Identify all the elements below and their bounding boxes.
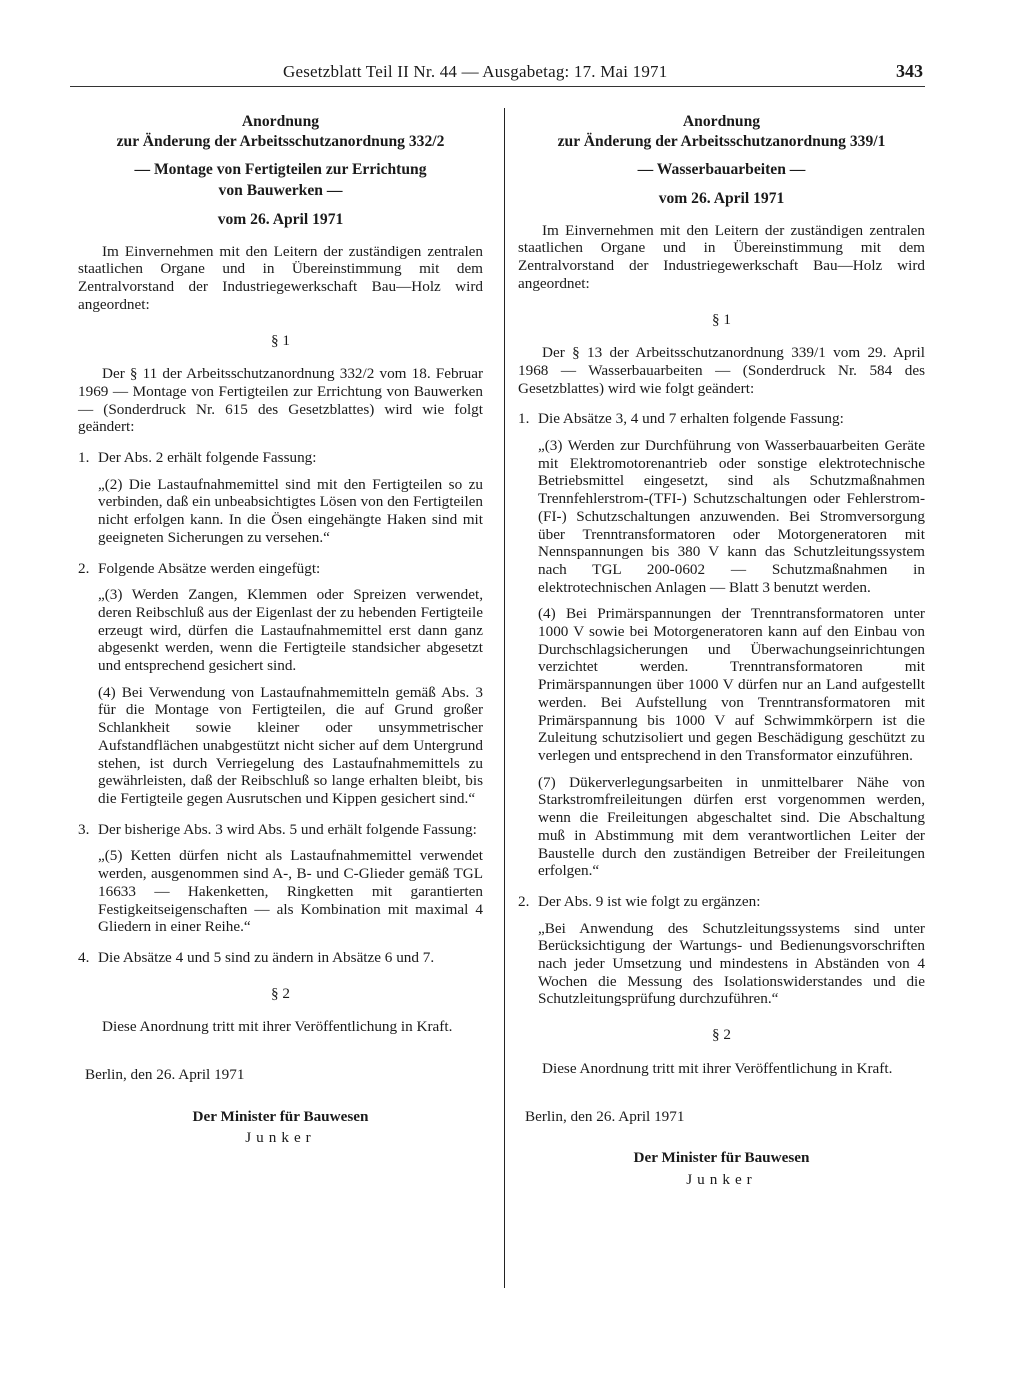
left-item-2-number: 2. (78, 559, 90, 577)
left-subtitle-line1: — Montage von Fertigteilen zur Errichtung (134, 161, 427, 178)
right-intro: Im Einvernehmen mit den Leitern der zuständigen zentralen staatlichen Organe und in Übereinstimmung mit dem Zentralvorstand der Industriegewerkschaft Bau—Holz wird angeordnet: (518, 221, 925, 292)
left-item-2-quote-1: „(3) Werden Zangen, Klemmen oder Spreizen verwendet, deren Reibschluß aus der Eigenlast der zu hebenden Fertigteile erzeugt wird, dürfen die Lastaufnahmemittel erst dann ganz abgesenkt werden, wenn die Fertigteile standsicher abgesetzt und entsprechend gesichert sind. (98, 586, 483, 675)
right-city-date: Berlin, den 26. April 1971 (525, 1107, 685, 1125)
page-header (0, 58, 1024, 88)
left-minister: Der Minister für Bauwesen (192, 1107, 369, 1125)
left-item-4 (78, 949, 483, 967)
right-subtitle: — Wasserbauarbeiten — (637, 161, 806, 178)
right-item-1-quote-2: (4) Bei Primärspannungen der Trenntransformatoren unter 1000 V sowie bei Motorgeneratoren kann auf den Einbau von Durchschlagsicherungen und Überwachungseinrichtungen verzichtet werden. Trenntransformatoren mit Primärspannungen über 1000 V dürfen nur an Land aufgestellt werden. Bei Aufstellung von Trenntransformatoren mit Primärspannung bis 1000 V auf Schwimmkörpern ist die Zuleitung schutzisoliert und gegen Beschädigung geschützt zu verlegen und entsprechend in den Transformator einzuführen. (538, 605, 925, 764)
left-date: vom 26. April 1971 (217, 211, 344, 228)
right-item-2-quote: „Bei Anwendung des Schutzleitungssystems sind unter Berücksichtigung der Wartungs- und Bedienungsvorschriften nach jeder Umsetzung und mindestens in Abständen von 4 Wochen die Messung des Isolationswiderstandes und die Schutzleitungsprüfung durchzuführen.“ (538, 919, 925, 1008)
left-item-2-text: Folgende Absätze werden eingefügt: (98, 559, 321, 577)
header-line: Gesetzblatt Teil II Nr. 44 — Ausgabetag: 17. Mai 1971 (283, 62, 668, 81)
right-section-1-text: Der § 13 der Arbeitsschutzanordnung 339/1 vom 29. April 1968 — Wasserbauarbeiten — (Sonderdruck Nr. 584 des Gesetzblattes) wird wie folgt geändert: (518, 344, 925, 397)
left-title: Anordnung (241, 113, 320, 130)
left-item-2 (78, 560, 483, 578)
left-signatory: Junker (245, 1129, 316, 1147)
right-item-2-number: 2. (518, 892, 530, 910)
left-column (78, 112, 483, 1147)
left-section-2-heading: § 2 (271, 984, 290, 1002)
right-item-1-quote-3: (7) Dükerverlegungsarbeiten in unmittelbarer Nähe von Starkstromfreileitungen dürfen erst vorgenommen werden, wenn die Freileitungen abgeschaltet sind. Die Abschaltung muß in Abstimmung mit dem verantwortlichen Leiter der Baustelle durch den zuständigen Betreiber der Freileitungen erfolgen.“ (538, 773, 925, 880)
right-title-line2: zur Änderung der Arbeitsschutzanordnung 339/1 (557, 133, 886, 150)
page-number: 343 (896, 61, 923, 81)
left-item-1-text: Der Abs. 2 erhält folgende Fassung: (98, 449, 317, 467)
right-column (518, 112, 925, 1189)
left-item-3-quote: „(5) Ketten dürfen nicht als Lastaufnahmemittel verwendet werden, ausgenommen sind A-, B- und C-Glieder gemäß TGL 16633 — Hakenketten, Ringketten mit garantierten Festigkeitseigenschaften — als Kombination mit maximal 4 Gliedern in einer Reihe.“ (98, 847, 483, 936)
left-item-3-number: 3. (78, 820, 90, 838)
left-intro: Im Einvernehmen mit den Leitern der zuständigen zentralen staatlichen Organe und in Übereinstimmung mit dem Zentralvorstand der Industriegewerkschaft Bau—Holz wird angeordnet: (78, 242, 483, 313)
left-item-3 (78, 821, 483, 839)
left-section-1-heading: § 1 (271, 331, 290, 349)
right-minister: Der Minister für Bauwesen (633, 1149, 810, 1167)
header-rule (70, 86, 925, 87)
left-item-1-number: 1. (78, 449, 90, 467)
right-item-1-quote-1: „(3) Werden zur Durchführung von Wasserbauarbeiten Geräte mit Elektromotorenantrieb oder sonstige elektrotechnische Betriebsmittel eingesetzt, sind als Schutzmaßnahmen Trennfehlerstrom-(TFI-) Schutzschaltungen oder Fehlerstrom- (FI-) Schutzschaltungen anzuwenden. Bei Stromversorgung über Trenntransformatoren oder Motorgeneratoren mit Nennspannungen bis 380 V kann das Schutzleitungssystem nach TGL 200-0602 — Schutzmaßnahmen in elektrotechnischen Anlagen — Blatt 3 benutzt werden. (538, 437, 925, 596)
left-subtitle (78, 159, 483, 201)
left-item-2-quote-2: (4) Bei Verwendung von Lastaufnahmemitteln gemäß Abs. 3 für die Montage von Fertigteilen, die auf Grund großer Schlankheit sowie kleiner oder unsymmetrischer Aufstandflächen unabgestützt nicht sicher auf dem Untergrund stehen, ist durch Verriegelung des Lastaufnahmemittels zu gewährleisten, daß der Reibschluß so lange erhalten bleibt, bis die Fertigteile gegen Ausrutschen und Kippen gesichert sind.“ (98, 683, 483, 807)
right-item-1 (518, 410, 925, 428)
right-section-2-text: Diese Anordnung tritt mit ihrer Veröffentlichung in Kraft. (542, 1059, 893, 1077)
right-date: vom 26. April 1971 (658, 190, 785, 207)
left-item-3-text: Der bisherige Abs. 3 wird Abs. 5 und erhält folgende Fassung: (98, 820, 477, 838)
right-item-1-number: 1. (518, 410, 530, 428)
left-item-1 (78, 449, 483, 467)
left-item-4-text: Die Absätze 4 und 5 sind zu ändern in Absätze 6 und 7. (98, 948, 435, 966)
left-city-date: Berlin, den 26. April 1971 (85, 1066, 245, 1084)
left-item-1-quote: „(2) Die Lastaufnahmemittel sind mit den Fertigteilen so zu verbinden, daß ein unbeabsichtigtes Lösen von den Fertigteilen nicht erfolgen kann. In die Ösen eingehängte Haken sind mit geeigneten Sicherungen zu versehen.“ (98, 475, 483, 546)
left-section-2-text: Diese Anordnung tritt mit ihrer Veröffentlichung in Kraft. (102, 1018, 453, 1036)
right-item-1-text: Die Absätze 3, 4 und 7 erhalten folgende Fassung: (538, 410, 844, 428)
right-signatory: Junker (686, 1170, 757, 1188)
right-item-2 (518, 893, 925, 911)
left-section-1-text: Der § 11 der Arbeitsschutzanordnung 332/2 vom 18. Februar 1969 — Montage von Fertigteilen zur Errichtung von Bauwerken — (Sonderdruck Nr. 615 des Gesetzblattes) wird wie folgt geändert: (78, 365, 483, 436)
right-item-2-text: Der Abs. 9 ist wie folgt zu ergänzen: (538, 892, 761, 910)
right-title: Anordnung (682, 113, 761, 130)
left-item-4-number: 4. (78, 948, 90, 966)
left-subtitle-line2: von Bauwerken — (218, 182, 343, 199)
column-divider (504, 108, 505, 1288)
left-title-line2: zur Änderung der Arbeitsschutzanordnung 332/2 (116, 133, 445, 150)
right-section-2-heading: § 2 (712, 1026, 731, 1044)
right-section-1-heading: § 1 (712, 310, 731, 328)
